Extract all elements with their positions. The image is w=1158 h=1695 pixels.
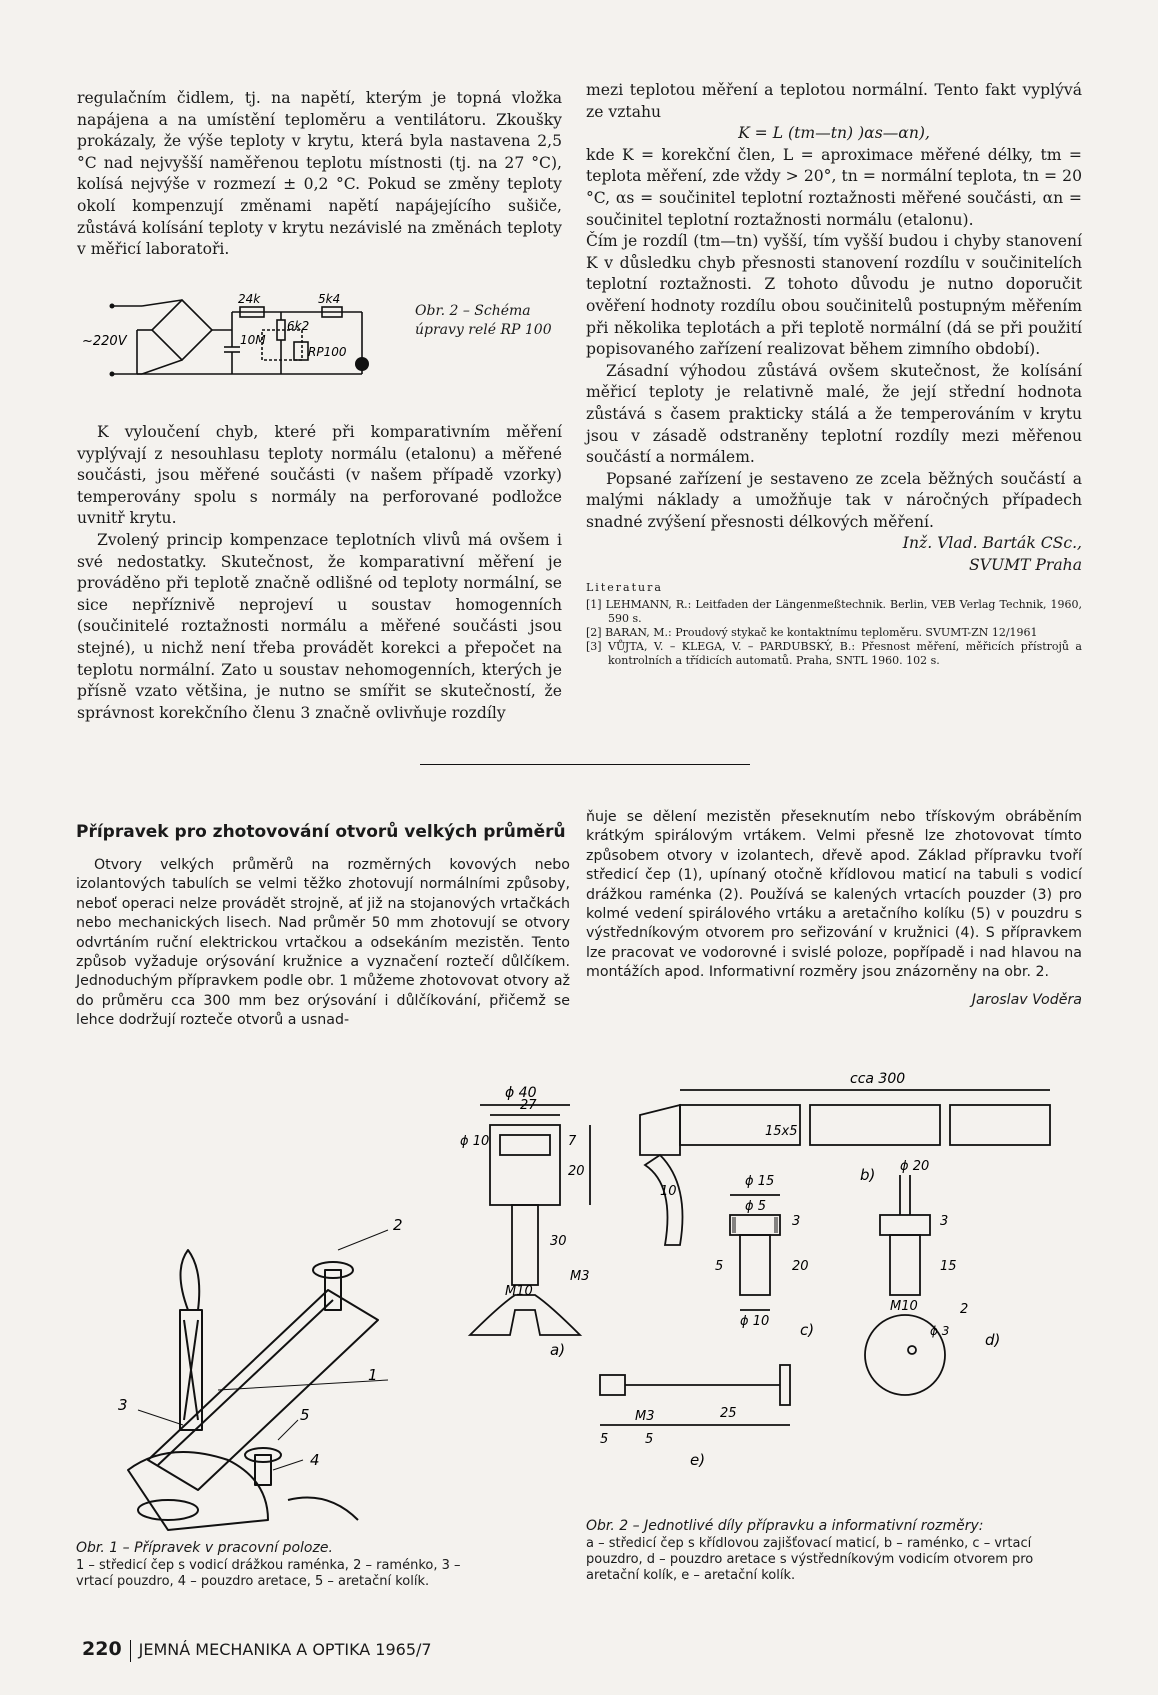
literature-item: [3] VŮJTA, V. – KLEGA, V. – PARDUBSKÝ, B.: Přesnost měření, měřicích přístrojů a kontrolních a třídicích automatů. Praha, SNTL 1960. 102 s. (586, 640, 1082, 668)
fig1-label: 3 (118, 1396, 128, 1414)
dim-label: 30 (550, 1234, 567, 1249)
schema-label: 10M (240, 333, 266, 347)
figure-2-drawing (460, 1045, 1100, 1515)
dim-label: 7 (568, 1134, 577, 1149)
dim-label: M10 (505, 1284, 533, 1299)
figure-2-caption (586, 1518, 1082, 1584)
figure-1-legend: 1 – středicí čep s vodicí drážkou raménka, 2 – raménko, 3 – vrtací pouzdro, 4 – pouzdro aretace, 5 – aretační kolík. (76, 1558, 461, 1589)
fig1-label: 5 (300, 1406, 310, 1424)
dim-label: M10 (890, 1299, 918, 1314)
page-footer (82, 1638, 432, 1662)
dim-label: ϕ 3 (930, 1324, 950, 1338)
figure-1-title: Obr. 1 – Přípravek v pracovní poloze. (76, 1540, 333, 1556)
fig1-label: 4 (310, 1451, 320, 1469)
dim-label: 15x5 (765, 1124, 798, 1139)
dim-label: ϕ 15 (745, 1174, 775, 1189)
dim-label: ϕ 10 (460, 1134, 490, 1149)
figure-2-title: Obr. 2 – Jednotlivé díly přípravku a informativní rozměry: (586, 1518, 984, 1534)
dim-label: 20 (568, 1164, 585, 1179)
journal-name: JEMNÁ MECHANIKA A OPTIKA 1965/7 (138, 1640, 432, 1659)
article2-right-column (586, 808, 1082, 1010)
dim-label: 5 (645, 1432, 654, 1447)
schema-label: 24k (238, 292, 261, 306)
dim-label: 2 (960, 1302, 969, 1317)
footer-separator (130, 1640, 131, 1662)
dim-label: b) (860, 1166, 876, 1184)
paragraph: Popsané zařízení je sestaveno ze zcela běžných součástí a malými náklady a umožňuje tak v náročných případech snadné zvýšení přesnosti délkových měření. (586, 469, 1082, 531)
dim-label: 15 (940, 1259, 957, 1274)
dim-label: 20 (792, 1259, 809, 1274)
paragraph: kde K = korekční člen, L = aproximace měřené délky, tm = teplota měření, zde vždy > 20°, tn = normální teplota, tn = 20 °C, αs = součinitel teplotní roztažnosti měřené součásti, αn = součinitel teplotní roztažnosti normálu (etalonu). (586, 145, 1082, 229)
fig1-label: 1 (368, 1366, 378, 1384)
dim-label: ϕ 10 (740, 1314, 770, 1329)
article-title: Přípravek pro zhotovování otvorů velkých průměrů (76, 822, 566, 842)
dim-label: 10 (660, 1184, 677, 1199)
fig1-label: 2 (393, 1216, 403, 1234)
section-divider (420, 764, 750, 765)
top-left-column (77, 88, 562, 261)
dim-label: 3 (792, 1214, 801, 1229)
paragraph: Čím je rozdíl (tm—tn) vyšší, tím vyšší budou i chyby stanovení K v důsledku chyb přesnosti stanovení rozdílu v součinitelích teplotní roztažnosti. Z tohoto důvodu je nutno doporučit ověření hodnoty rozdílu obou součinitelů postupným měřením při několika teplotách a při teplotě normální (dá se při použití popisovaného zařízení realizovat během zimního období). (586, 232, 1082, 359)
dim-label: ϕ 40 (505, 1085, 537, 1101)
schema-label: RP100 (308, 345, 347, 359)
author-signature: Jaroslav Voděra (971, 991, 1082, 1008)
dim-label: 5 (600, 1432, 609, 1447)
literature-item: [2] BARAN, M.: Proudový stykač ke kontaktnímu teploměru. SVUMT-ZN 12/1961 (586, 626, 1038, 640)
dim-label: 5 (715, 1259, 724, 1274)
dim-label: 3 (940, 1214, 949, 1229)
equation: K = L (tm—tn) )αs—αn), (738, 124, 930, 143)
paragraph: regulačním čidlem, tj. na napětí, kterým je topná vložka napájena a na umístění teploměru a ventilátoru. Zkoušky prokázaly, že výše teploty v krytu, která byla nastavena 2,5 °C nad nejvyšší naměřenou teplotu místnosti (tj. na 27 °C), kolísá nejvýše v rozmezí ± 0,2 °C. Pokud se změny teploty okolí kompenzují změnami napětí napájejícího sušiče, zůstává kolísání teploty v krytu nezávislé na změnách teploty v měřicí laboratoři. (77, 89, 562, 259)
schema-label: 5k4 (318, 292, 341, 306)
schema-label: ~220V (82, 334, 127, 349)
top-right-column (586, 80, 1082, 668)
dim-label: 25 (720, 1406, 737, 1421)
paragraph: ňuje se dělení mezistěn přeseknutím nebo třískovým obráběním krátkým spirálovým vrtákem. Velmi přesně lze zhotovovat tímto způsobem otvory v izolantech, dřevě apod. Základ přípravku tvoří středicí čep (1), upínaný otočně křídlovou maticí na tabuli s vodicí drážkou raménka (2). Používá se kalených vrtacích pouzder (3) pro kolmé vedení spirálového vrtáku a aretačního kolíku (5) v pouzdru s výstředníkovým otvorem pro seřizování v kružnici (4). S přípravkem lze pracovat ve vodorovné i svislé poloze, popřípadě i nad hlavou na montážích apod. Informativní rozměry jsou znázorněny na obr. 2. (586, 809, 1082, 981)
dim-label: e) (690, 1451, 706, 1469)
page-number: 220 (82, 1638, 122, 1660)
dim-label: c) (800, 1321, 815, 1339)
paragraph: K vyloučení chyb, které při komparativním měření vyplývají z nesouhlasu teploty normálu (etalonu) a měřené součásti, jsou měřené součásti (v našem případě vzorky) temperovány spolu s normály na perforované podložce uvnitř krytu. (77, 423, 562, 528)
dim-label: M3 (570, 1269, 590, 1284)
literature-heading: Literatura (586, 580, 663, 594)
dim-label: a) (550, 1341, 566, 1359)
figure-2-legend: a – středicí čep s křídlovou zajišťovací maticí, b – raménko, c – vrtací pouzdro, d – pouzdro aretace s výstředníkovým vodicím otvorem pro aretační kolík, e – aretační kolík. (586, 1536, 1034, 1583)
dim-label: 27 (520, 1098, 537, 1113)
paragraph: mezi teplotou měření a teplotou normální. Tento fakt vyplývá ze vztahu (586, 81, 1082, 121)
relay-schema-figure (82, 292, 412, 392)
literature-item: [1] LEHMANN, R.: Leitfaden der Längenmeßtechnik. Berlin, VEB Verlag Technik, 1960, 590 s. (586, 598, 1082, 626)
paragraph: Zvolený princip kompenzace teplotních vlivů má ovšem i své nedostatky. Skutečnost, že komparativní měření je prováděno při teplotě značně odlišné od teploty normální, se sice nepříznivě neprojeví u soustav homogenních (součinitelé roztažnosti normálu a měřené součásti jsou stejné), u nichž není třeba provádět korekci a přepočet na teplotu normální. Zato u soustav nehomogenních, kterých je přísně vzato většina, je nutno se smířit se skutečností, že správnost korekčního členu 3 značně ovlivňuje rozdíly (77, 530, 562, 722)
schema-caption: Obr. 2 – Schéma úpravy relé RP 100 (415, 303, 552, 338)
dim-label: d) (985, 1331, 1001, 1349)
article2-left-column (76, 856, 570, 1031)
author-affiliation: SVUMT Praha (969, 556, 1082, 575)
dim-label: cca 300 (850, 1071, 906, 1087)
paragraph: Otvory velkých průměrů na rozměrných kovových nebo izolantových tabulích se velmi těžko zhotovují normálními způsoby, neboť operaci nelze provádět strojně, ať již na stojanových vrtačkách nebo mechanických lisech. Nad průměr 50 mm zhotovují se otvory odvrtáním ruční elektrickou vrtačkou a odsekáním mezistěn. Tento způsob vyžaduje orýsování kružnice a vyznačení roztečí důlčíkem. Jednoduchým přípravkem podle obr. 1 můžeme zhotovovat otvory až do průměru cca 300 mm bez orýsování i důlčíkování, přičemž se lehce dodržují rozteče otvorů a usnad- (76, 857, 570, 1029)
schema-label: 6k2 (287, 319, 310, 333)
paragraph: Zásadní výhodou zůstává ovšem skutečnost, že kolísání měřicí teploty je relativně malé, že její střední hodnota zůstává s časem prakticky stálá a že temperováním v krytu jsou v zásadě odstraněny teplotní rozdíly mezi měřenou součástí a normálem. (586, 361, 1082, 467)
author-signature: Inž. Vlad. Barták CSc., (902, 534, 1082, 553)
top-left-column-2 (77, 422, 562, 724)
figure-1-caption (76, 1540, 476, 1590)
figure-1-drawing (88, 1170, 448, 1550)
dim-label: M3 (635, 1409, 655, 1424)
literature-list (586, 598, 1082, 668)
dim-label: ϕ 5 (745, 1199, 766, 1214)
dim-label: ϕ 20 (900, 1159, 930, 1174)
